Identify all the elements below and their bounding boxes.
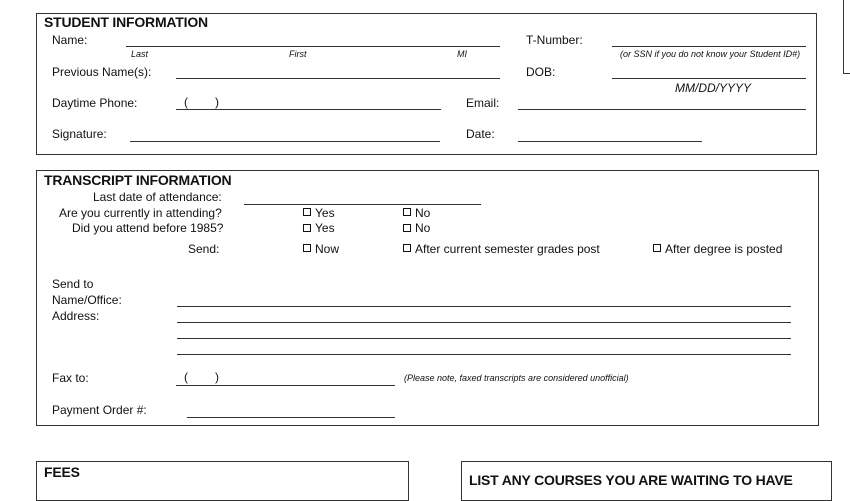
signature-label: Signature: bbox=[52, 127, 107, 141]
fax-note: (Please note, faxed transcripts are considered unofficial) bbox=[404, 373, 629, 383]
previous-names-field[interactable] bbox=[176, 78, 500, 79]
dob-field[interactable] bbox=[612, 78, 806, 79]
currently-no-label: No bbox=[415, 206, 431, 220]
before-1985-yes-label: Yes bbox=[315, 221, 335, 235]
last-date-label: Last date of attendance: bbox=[93, 190, 222, 204]
before-1985-no-checkbox[interactable] bbox=[403, 224, 411, 232]
send-to-label: Send to bbox=[52, 277, 94, 291]
currently-yes-label: Yes bbox=[315, 206, 335, 220]
name-field[interactable] bbox=[126, 46, 500, 47]
send-after-semester-checkbox[interactable] bbox=[403, 244, 411, 252]
currently-yes-checkbox[interactable] bbox=[303, 208, 311, 216]
mi-caption: MI bbox=[457, 49, 467, 59]
dob-label: DOB: bbox=[526, 65, 556, 79]
send-now-checkbox[interactable] bbox=[303, 244, 311, 252]
name-label: Name: bbox=[52, 33, 88, 47]
address-label: Address: bbox=[52, 309, 100, 323]
send-after-degree-checkbox[interactable] bbox=[653, 244, 661, 252]
student-information-heading: STUDENT INFORMATION bbox=[44, 14, 208, 30]
side-box-edge bbox=[843, 0, 850, 74]
fax-field[interactable] bbox=[176, 385, 395, 386]
date-label: Date: bbox=[466, 127, 495, 141]
fees-heading: FEES bbox=[44, 464, 80, 480]
email-label: Email: bbox=[466, 96, 500, 110]
daytime-phone-label: Daytime Phone: bbox=[52, 96, 138, 110]
daytime-phone-field[interactable] bbox=[176, 109, 441, 110]
name-office-field[interactable] bbox=[177, 306, 791, 307]
fax-paren-close: ) bbox=[215, 370, 219, 384]
tnumber-label: T-Number: bbox=[526, 33, 583, 47]
send-after-degree-label: After degree is posted bbox=[665, 242, 783, 256]
before-1985-yes-checkbox[interactable] bbox=[303, 224, 311, 232]
previous-names-label: Previous Name(s): bbox=[52, 65, 152, 79]
send-label: Send: bbox=[188, 242, 220, 256]
fax-label: Fax to: bbox=[52, 371, 89, 385]
fees-section bbox=[36, 461, 409, 501]
fax-paren-open: ( bbox=[184, 370, 188, 384]
first-caption: First bbox=[289, 49, 307, 59]
email-field[interactable] bbox=[518, 109, 806, 110]
send-now-label: Now bbox=[315, 242, 340, 256]
name-office-label: Name/Office: bbox=[52, 293, 122, 307]
address-line-2[interactable] bbox=[177, 338, 791, 339]
phone-paren-open: ( bbox=[184, 95, 188, 109]
tnumber-field[interactable] bbox=[612, 46, 806, 47]
date-field[interactable] bbox=[518, 141, 702, 142]
currently-attending-label: Are you currently in attending? bbox=[59, 206, 222, 220]
phone-paren-close: ) bbox=[215, 95, 219, 109]
payment-order-label: Payment Order #: bbox=[52, 403, 147, 417]
payment-order-field[interactable] bbox=[187, 417, 395, 418]
signature-field[interactable] bbox=[130, 141, 440, 142]
before-1985-label: Did you attend before 1985? bbox=[72, 221, 224, 235]
address-line-1[interactable] bbox=[177, 322, 791, 323]
transcript-information-heading: TRANSCRIPT INFORMATION bbox=[44, 172, 232, 188]
last-date-field[interactable] bbox=[244, 204, 481, 205]
currently-no-checkbox[interactable] bbox=[403, 208, 411, 216]
dob-format: MM/DD/YYYY bbox=[675, 81, 752, 95]
send-after-semester-label: After current semester grades post bbox=[415, 242, 600, 256]
before-1985-no-label: No bbox=[415, 221, 431, 235]
courses-heading: LIST ANY COURSES YOU ARE WAITING TO HAVE bbox=[469, 472, 793, 488]
address-line-3[interactable] bbox=[177, 354, 791, 355]
last-caption: Last bbox=[131, 49, 149, 59]
ssn-note: (or SSN if you do not know your Student ID#) bbox=[620, 49, 801, 59]
